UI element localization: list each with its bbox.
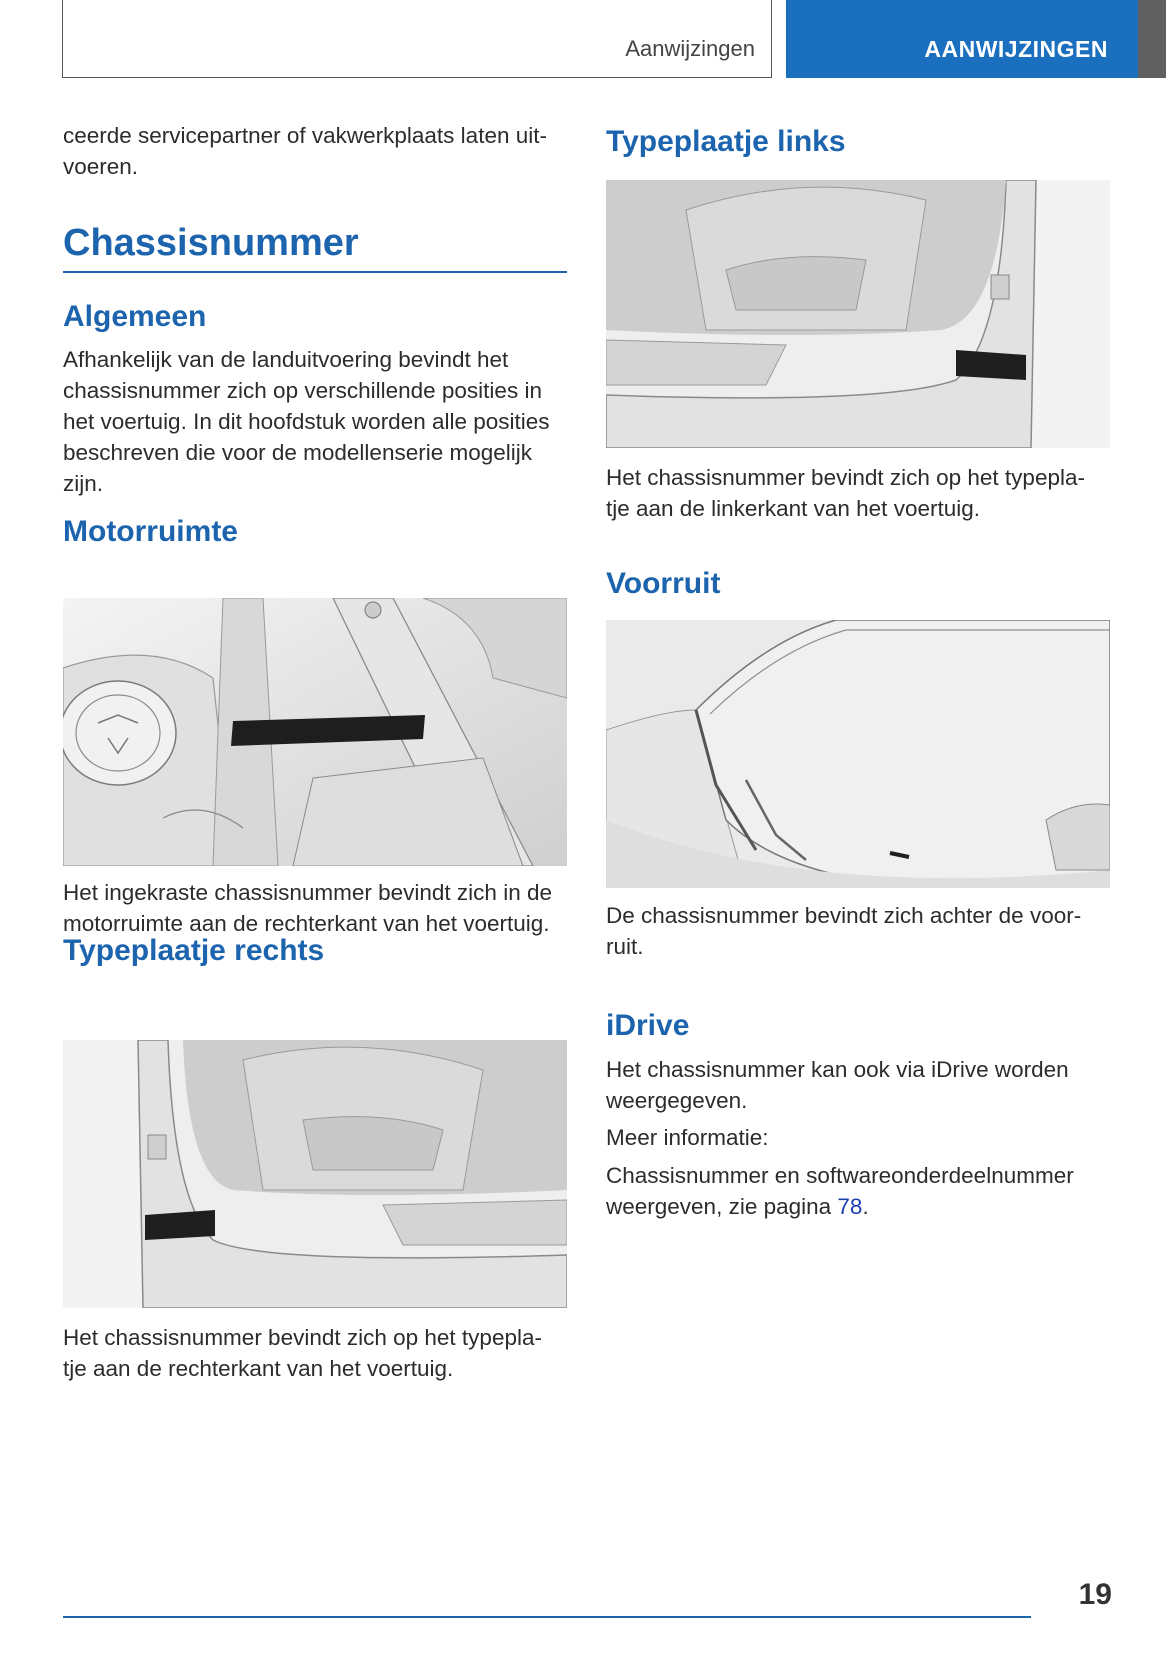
typeplaatje-rechts-heading: Typeplaatje rechts	[63, 934, 325, 967]
meer-informatie-label: Meer informatie:	[606, 1125, 769, 1150]
algemeen-text: Afhankelijk van de landuitvoering bevindt het chassisnummer zich op verschillende posities in het voertuig. In dit hoofdstuk worden alle posities beschreven die voor de modellenserie mogelijk zijn.	[63, 347, 550, 496]
idrive-reference-end: .	[862, 1194, 869, 1219]
typeplaatje-links-illustration	[606, 180, 1110, 448]
idrive-text: Het chassisnummer kan ook via iDrive worden weergegeven.	[606, 1057, 1069, 1113]
header-edge-marker	[1138, 0, 1166, 78]
idrive-heading: iDrive	[606, 1009, 690, 1042]
algemeen-heading: Algemeen	[63, 300, 207, 333]
page-78-link[interactable]: 78	[837, 1194, 863, 1219]
motorruimte-caption: Het ingekraste chassisnummer bevindt zich in de motorruimte aan de rechterkant van het voertuig.	[63, 880, 552, 936]
voorruit-heading: Voorruit	[606, 567, 721, 600]
chapter-tab-label: AANWIJZINGEN	[924, 36, 1108, 62]
typeplaatje-rechts-caption: Het chassisnummer bevindt zich op het typepla- tje aan de rechterkant van het voertuig.	[63, 1325, 542, 1381]
chassis-heading: Chassisnummer	[63, 222, 567, 273]
idrive-reference	[606, 1160, 1110, 1222]
continuation-text: ceerde servicepartner of vakwerkplaats laten uit- voeren.	[63, 123, 547, 179]
voorruit-caption: De chassisnummer bevindt zich achter de voor- ruit.	[606, 903, 1082, 959]
typeplaatje-links-caption: Het chassisnummer bevindt zich op het typepla- tje aan de linkerkant van het voertuig.	[606, 465, 1085, 521]
voorruit-illustration	[606, 620, 1110, 888]
header-frame	[62, 0, 772, 78]
idrive-reference-text: Chassisnummer en softwareonderdeelnummer weergeven, zie pagina	[606, 1163, 1074, 1219]
footer-rule	[63, 1616, 1031, 1618]
motorruimte-heading: Motorruimte	[63, 515, 238, 548]
motorruimte-illustration	[63, 598, 567, 866]
header-section-label: Aanwijzingen	[625, 36, 755, 61]
chapter-tab[interactable]	[786, 0, 1138, 78]
page-number: 19	[1078, 1578, 1112, 1611]
typeplaatje-links-heading: Typeplaatje links	[606, 125, 846, 158]
typeplaatje-rechts-illustration	[63, 1040, 567, 1308]
